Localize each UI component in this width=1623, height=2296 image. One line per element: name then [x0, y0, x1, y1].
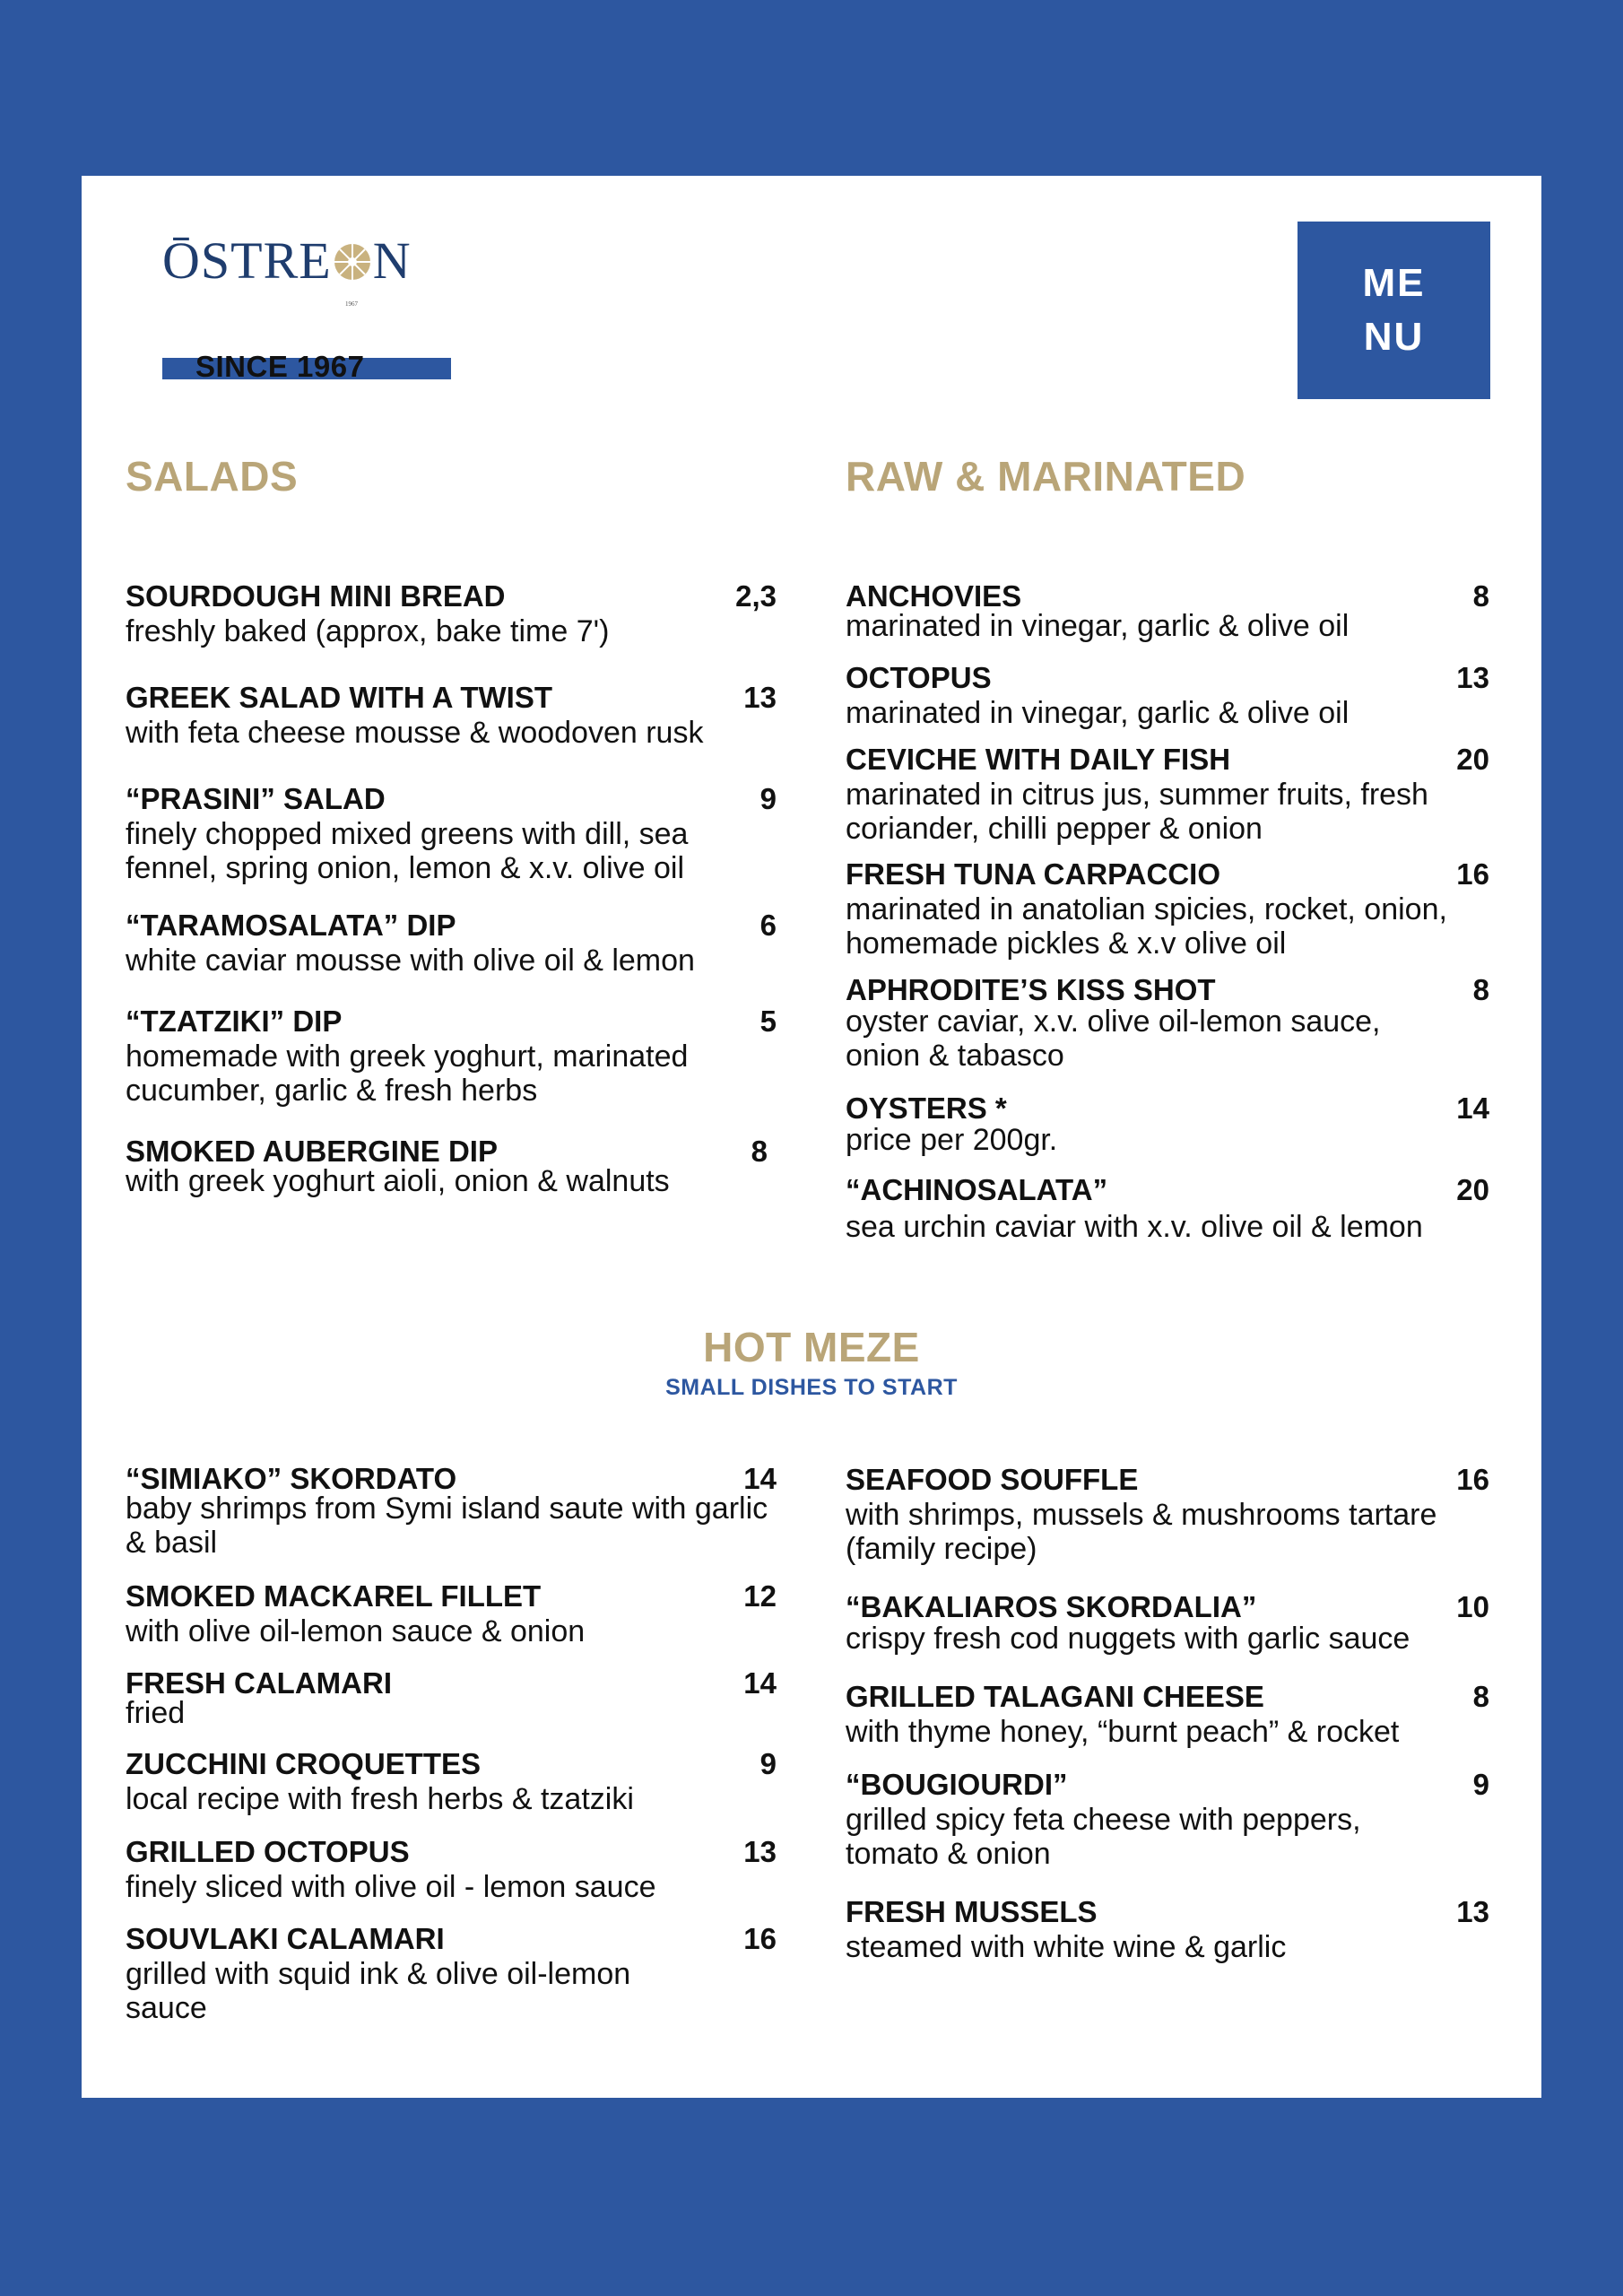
item-price: 14	[1456, 1091, 1489, 1125]
item-name: “ACHINOSALATA”	[846, 1173, 1108, 1206]
item-price: 16	[1456, 1463, 1489, 1496]
item-description: marinated in vinegar, garlic & olive oil	[846, 696, 1350, 730]
item-price: 8	[751, 1135, 768, 1168]
item-description: crispy fresh cod nuggets with garlic sauce	[846, 1622, 1410, 1656]
item-name: SOUVLAKI CALAMARI	[126, 1922, 445, 1955]
menu-item	[126, 1578, 777, 1648]
item-description: baby shrimps from Symi island saute with garlic & basil	[126, 1492, 768, 1560]
item-description: fried	[126, 1696, 186, 1730]
item-description: marinated in anatolian spicies, rocket, onion, homemade pickles & x.v olive oil	[846, 892, 1447, 961]
item-price: 14	[743, 1666, 777, 1700]
item-price: 12	[743, 1579, 777, 1613]
item-name: OCTOPUS	[846, 661, 992, 694]
item-price: 9	[759, 1747, 777, 1780]
menu-item	[846, 1679, 1489, 1749]
item-name: SOURDOUGH MINI BREAD	[126, 579, 506, 613]
hot-meze-heading: HOT MEZE	[703, 1324, 920, 1370]
item-description: with shrimps, mussels & mushrooms tartare (family recipe)	[846, 1498, 1437, 1566]
hot-meze-subheading: SMALL DISHES TO START	[665, 1375, 958, 1400]
menu-item	[126, 1665, 777, 1730]
item-name: SMOKED AUBERGINE DIP	[126, 1135, 498, 1168]
item-description: white caviar mousse with olive oil & lemon	[126, 944, 695, 978]
item-price: 2,3	[735, 579, 777, 613]
item-name: FRESH TUNA CARPACCIO	[846, 857, 1220, 891]
item-description: with greek yoghurt aioli, onion & walnuts	[126, 1164, 670, 1198]
menu-badge-label: MENU	[1362, 261, 1426, 359]
item-price: 16	[743, 1922, 777, 1955]
item-name: “TZATZIKI” DIP	[126, 1004, 343, 1038]
item-name: GREEK SALAD WITH A TWIST	[126, 681, 553, 714]
item-description: marinated in citrus jus, summer fruits, fresh coriander, chilli pepper & onion	[846, 778, 1428, 846]
item-price: 14	[743, 1462, 777, 1495]
item-price: 13	[743, 1835, 777, 1868]
item-price: 13	[1456, 1895, 1489, 1928]
item-price: 8	[1472, 1680, 1489, 1713]
item-description: with feta cheese mousse & woodoven rusk	[126, 716, 704, 750]
item-price: 16	[1456, 857, 1489, 891]
menu-item	[846, 1894, 1489, 1964]
item-name: “TARAMOSALATA” DIP	[126, 909, 456, 942]
item-description: local recipe with fresh herbs & tzatziki	[126, 1782, 634, 1816]
item-name: “SIMIAKO” SKORDATO	[126, 1462, 457, 1495]
item-name: CEVICHE WITH DAILY FISH	[846, 743, 1231, 776]
item-description: marinated in vinegar, garlic & olive oil	[846, 609, 1350, 643]
item-name: ANCHOVIES	[846, 579, 1022, 613]
item-name: “BAKALIAROS SKORDALIA”	[846, 1590, 1257, 1623]
item-description: oyster caviar, x.v. olive oil-lemon sauce, onion & tabasco	[846, 1004, 1381, 1073]
item-price: 9	[759, 782, 777, 815]
menu-item	[846, 1767, 1489, 1871]
item-description: with thyme honey, “burnt peach” & rocket	[846, 1715, 1400, 1749]
item-price: 13	[743, 681, 777, 714]
item-description: finely chopped mixed greens with dill, sea fennel, spring onion, lemon & x.v. olive oil	[126, 817, 689, 885]
item-name: GRILLED TALAGANI CHEESE	[846, 1680, 1264, 1713]
item-description: price per 200gr.	[846, 1123, 1058, 1157]
item-price: 6	[759, 909, 777, 942]
item-name: SMOKED MACKAREL FILLET	[126, 1579, 542, 1613]
item-description: homemade with greek yoghurt, marinated cucumber, garlic & fresh herbs	[126, 1039, 689, 1108]
raw-heading: RAW & MARINATED	[846, 453, 1246, 500]
item-price: 13	[1456, 661, 1489, 694]
item-name: APHRODITE’S KISS SHOT	[846, 973, 1216, 1006]
menu-item	[126, 1921, 777, 2025]
item-name: GRILLED OCTOPUS	[126, 1835, 410, 1868]
item-price: 8	[1472, 579, 1489, 613]
menu-item	[846, 1589, 1489, 1656]
item-description: with olive oil-lemon sauce & onion	[126, 1614, 586, 1648]
item-description: freshly baked (approx, bake time 7')	[126, 614, 610, 648]
menu-item	[846, 1462, 1489, 1566]
item-description: steamed with white wine & garlic	[846, 1930, 1287, 1964]
item-price: 10	[1456, 1590, 1489, 1623]
menu-item	[126, 1461, 777, 1560]
item-name: ZUCCHINI CROQUETTES	[126, 1747, 481, 1780]
since-label: SINCE 1967	[195, 350, 365, 383]
menu-item	[126, 1746, 777, 1816]
item-description: finely sliced with olive oil - lemon sauce	[126, 1870, 656, 1904]
item-name: “PRASINI” SALAD	[126, 782, 386, 815]
item-name: SEAFOOD SOUFFLE	[846, 1463, 1139, 1496]
item-description: sea urchin caviar with x.v. olive oil & lemon	[846, 1210, 1423, 1244]
item-name: OYSTERS *	[846, 1091, 1007, 1125]
item-name: FRESH CALAMARI	[126, 1666, 392, 1700]
hot-meze-right-column	[846, 176, 1489, 2098]
item-name: FRESH MUSSELS	[846, 1895, 1098, 1928]
item-description: grilled with squid ink & olive oil-lemon sauce	[126, 1957, 631, 2025]
item-name: “BOUGIOURDI”	[846, 1768, 1068, 1801]
item-price: 9	[1472, 1768, 1489, 1801]
menu-sheet	[82, 176, 1541, 2098]
item-price: 20	[1456, 1173, 1489, 1206]
item-description: grilled spicy feta cheese with peppers, tomato & onion	[846, 1803, 1361, 1871]
logo-wordmark: ŌSTRE N	[162, 231, 412, 290]
item-price: 5	[759, 1004, 777, 1038]
item-price: 8	[1472, 973, 1489, 1006]
item-price: 20	[1456, 743, 1489, 776]
logo-year: 1967	[345, 300, 358, 308]
hot-meze-left-column	[126, 176, 777, 2098]
salads-heading: SALADS	[126, 453, 299, 500]
menu-item	[126, 1834, 777, 1904]
